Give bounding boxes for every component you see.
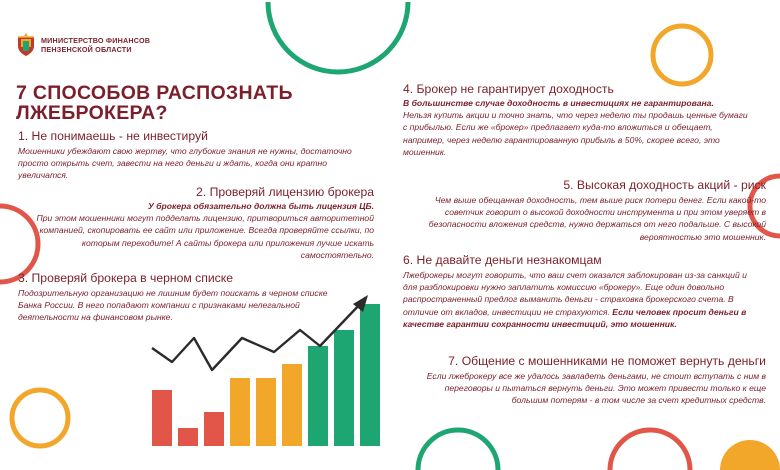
chart-bar-3 [204, 412, 224, 446]
title-line-2: ЛЖЕБРОКЕРА? [16, 102, 168, 124]
section-6-body: Лжеброкеры могут говорить, что ваш счет оказался заблокирован из-за санкций и для разблокировки нужно заплатить комиссию «брокеру». Еще один довольно распространенный предлог выманить деньги - страховка брокерского счета. В отличие от вкладов, инвестиции не страхуются. [403, 270, 747, 317]
green-arc-top [268, 2, 408, 72]
ministry-line-2: ПЕНЗЕНСКОЙ ОБЛАСТИ [41, 44, 132, 54]
chart-bar-8 [334, 330, 354, 446]
section-1 [18, 129, 363, 182]
section-4-text: Нельзя купить акции и точно знать, что через неделю ты продашь ценные бумаги с прибылью. Если же «брокер» предлагает куда-то вложиться и обещает, например, через неделю гарантированную прибыль в 50%, скорее всего, это мошенник. [403, 110, 748, 157]
green-arc-bottom [418, 430, 498, 470]
section-2-text: При этом мошенники могут подделать лицензию, притвориться авторитетной компанией, скопировать ее сайт или приложение. Всегда проверяйте ссылки, по которым переходите! А сайты брокера или приложения лучше искать самостоятельно. [36, 213, 374, 260]
section-2-lead: У брокера обязательно должна быть лицензия ЦБ. [147, 201, 374, 211]
section-6-text [403, 269, 753, 330]
chart-trend-line [152, 302, 362, 370]
chart-bar-5 [256, 378, 276, 446]
section-5-title: 5. Высокая доходность акций - риск [563, 178, 766, 192]
orange-disc-bottom-right [720, 440, 780, 470]
section-4-title: 4. Брокер не гарантирует доходность [403, 82, 614, 96]
growth-chart-illustration [150, 290, 390, 450]
section-6-title: 6. Не давайте деньги незнакомцам [403, 253, 602, 267]
section-1-title: 1. Не понимаешь - не инвестируй [18, 129, 208, 143]
chart-bar-9 [360, 304, 380, 446]
red-arc-bottom-right [610, 430, 690, 470]
orange-ring-bottom-left [12, 390, 68, 446]
section-5-text: Чем выше обещанная доходность, тем выше риск потери денег. Если какой-то советчик говорит о высокой доходности инструмента и при этом уверяет в безопасности вложения средств, нужно держаться от него подальше. С высокой вероятностью это мошенник. [428, 195, 766, 242]
section-4-lead: В большинстве случае доходность в инвестициях не гарантирована. [403, 98, 714, 108]
section-7 [408, 354, 766, 407]
section-6-warning: Если человек просит деньги в качестве гарантии сохранности инвестиций, это мошенник. [403, 306, 747, 329]
page-title [16, 83, 336, 123]
title-line-1: 7 СПОСОБОВ РАСПОЗНАТЬ [16, 82, 293, 104]
section-6 [403, 253, 753, 330]
section-2 [30, 185, 374, 261]
section-7-title: 7. Общение с мошенниками не поможет вернуть деньги [448, 354, 766, 368]
ministry-name [41, 37, 150, 54]
section-5 [412, 178, 766, 243]
section-1-text: Мошенники убеждают свою жертву, что глубокие знания не нужны, достаточно просто открыть счет, завести на него деньги и ждать, когда они кратно увеличатся. [18, 146, 352, 181]
section-7-text: Если лжеброкеру все же удалось завладеть деньгами, не стоит вступать с ним в переговоры и пытаться вернуть деньги. Это может привести только к еще большим потерям - в том числе за счет кредитных средств. [426, 371, 766, 406]
chart-bar-6 [282, 364, 302, 446]
chart-bar-4 [230, 378, 250, 446]
chart-bar-7 [308, 346, 328, 446]
section-3-text: Подозрительную организацию не лишним будет поискать в черном списке Банка России. В него попадают компании с признаками нелегальной деятельности на финансовом рынке. [18, 288, 328, 323]
chart-bar-1 [152, 390, 172, 446]
chart-bar-2 [178, 428, 198, 446]
coat-of-arms-icon [16, 33, 36, 57]
section-3-title: 3. Проверяй брокера в черном списке [18, 271, 234, 285]
orange-ring-top-right [653, 26, 711, 84]
section-2-title: 2. Проверяй лицензию брокера [196, 185, 374, 199]
ministry-line-1: МИНИСТЕРСТВО ФИНАНСОВ [41, 36, 151, 45]
section-4 [403, 82, 753, 158]
